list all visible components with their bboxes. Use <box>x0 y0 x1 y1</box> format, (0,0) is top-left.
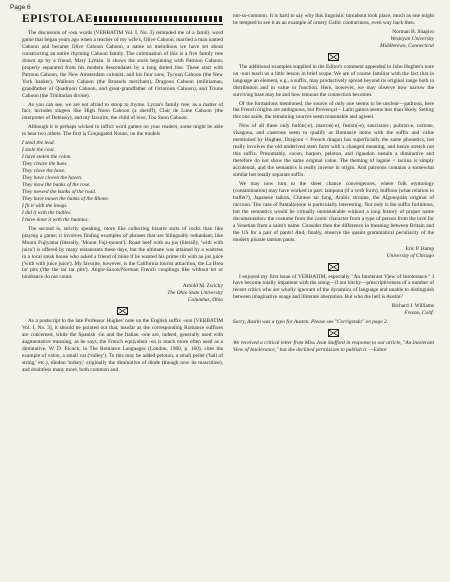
section-heading <box>22 13 223 26</box>
letter-shapiro-paragraph-1: As a postscript to the late Professor Hughes' note on the English suffix -oon [VERBATIM Vol. I, No. 3], it should be pointed out that, insofar as the corresponding Romance suffixes are concerned, while the Spanish -ón and the Italian -one are, indeed, generally used with augmentative meaning, as he says, the French equivalent -on is much more often used as a diminutive. W. D. Elcock, in The Romance Languages (London, 1960, p. 160), cites the example of valon, a small vat ('valley'). To this may be added peloton, a small pellet ('ball of string,' etc.), dindon 'turkey,' originally the diminutive of dinde (though now its masculine), and doubtless many more, both common and <box>22 318 223 373</box>
signature-name: Arnold M. Zwicky <box>182 283 223 290</box>
verse-line: They cleave the hues. <box>22 161 68 168</box>
signature-affiliation: University of Chicago <box>386 252 434 259</box>
verse-line: I have stolen the colon. <box>22 154 72 161</box>
envelope-icon <box>328 329 339 337</box>
letter-zwicky-paragraph-2: As you can see, we are not afraid to stoop to rhyme. Lycan's family tree, as a matter of fact, includes singers like High Noon Cahoon (a sheriff), Clair de Lune Cahoon (the interpreter of Debussy), and my favorite, the child of love, Too Soon Cahoon. <box>22 101 223 122</box>
verse-line: They mewed the banks of the road. <box>22 188 97 195</box>
letter-hamp-paragraph-1: The additional examples supplied in the Editor's comment appended to John Hughes's note on -oon teach us a little lesson in brief scope. We are of course familiar with the fact that in language an element, e.g., a suffix, may productively spread beyond its original range both in distribution and in value or function. Here, however, we may observe how narrow the surviving base may be and how tenuous the connection becomes. <box>233 63 434 98</box>
verse-line: I did it with the bidlles. <box>22 209 72 216</box>
editor-note-correction: Sorry, Austin was a typo for Austen. Please see "Corrigenda" on page 2. <box>233 319 388 326</box>
envelope-icon <box>117 307 128 315</box>
left-column <box>22 30 223 376</box>
letter-zwicky-paragraph-4: The second is, strictly speaking, more like collecting bizarre sorts of rocks than like playing a game; it involves finding examples of phrases that are bilingually redundant, like Mount Fujiyama (literally, 'Mount Fuji-mount'). Roast beef with au jus (literally, 'with with juice') is offered by many restaurants these days, but the ultimate was attained by a waitress in a local steak house who asked a friend of mine if he wanted his prime rib with au jus juice ('with with juice juice'). My favorite, however, is the California tourist attraction, the La Brea tar pits ('the the tar tar pits'). Anglo-Saxon/Norman French couplings like without let or hindrance do not count. <box>22 225 223 281</box>
envelope-icon <box>328 263 339 271</box>
verse-line: They have cloven the haven. <box>22 175 83 182</box>
section-title: EPISTOLAE <box>22 13 94 25</box>
letter-hamp-paragraph-3: Now of all these only bufon(-e), marron(-e), feston(-e), saucisson-, poltron-e, cartone, visagona, and caserone seem to qualify as Romance items with the suffix and value mentioned by Hughes. Dragoon < French dragon has superficially the same phonetics, but really involves the old underived stem form with a changed meaning, and hence stretch not this suffix. Presumably, cocon, harpon, peloton, and rigaudon sustain a diminutive and therefore do not show the same original value. The theming of lagune < lacūna is simply accidental, and the semantics is really inverse in origin. And patroons contains a somewhat similar but totally separate suffix. <box>233 123 434 179</box>
signature-shapiro <box>233 29 434 50</box>
right-column <box>233 13 434 356</box>
verse-line: They have mown the banks of the Rhone. <box>22 195 110 202</box>
letter-zwicky-paragraph-1: The discussion of -osn words (VERBATIM Vol. I, No. 3) reminded me of a family word game that began years ago when a teacher of my wife's, Olive Cahoon, married a man named Cahoon and became Olive Cahoon Cahoon, a name so melodious we have set about constructing an entire rhyming Cahoon family. The culmination of this is a five family tree drawn up by a friend, Mary Lyman. It shows the stork beginning with Patroon Cahoon, properly separated from his modern descendants by a long dotted line. These start with Patroon Cahoon, the New Amsterdam colonist, and his four sons, Tycoon Cahoon (the New York banker), Walloon Cahoon (the Brussels merchant), Dragoon Cahoon (militiaman, grandfather of Quadroon Cahoon, and great-grandfather of Octoroon Cahoon), and Triune Cahoon (the Trinitarian divine). <box>22 30 223 99</box>
verse-line: I steal the lead. <box>22 140 55 147</box>
letter-shapiro-paragraph-2: not-so-common. It is hard to say why this linguistic turnabout took place, much as one might be tempted to see it as an example of ornery Gallic contrariness, even way back then. <box>233 13 434 26</box>
signature-location: Columbus, Ohio <box>187 297 223 304</box>
verse-line: I fit it with the lmogs. <box>22 202 68 209</box>
letter-hamp-paragraph-2: Of the formations mentioned, the source of only one seems to be unclear—gadroon, here the French origins are ambiguous, but Provençal ~ Latin gatura seems less than likely. Setting this one aside, the remaining sources seem reasonable and agreed. <box>233 100 434 121</box>
editor-note-stafford: We received a critical letter from Miss Jean Stafford in response to our article, "An Intolerant View of Intolerance," but she declined permission to publish it. —Editor <box>233 340 434 354</box>
signature-location: Fresno, Calif. <box>404 310 434 317</box>
signature-zwicky <box>22 283 223 304</box>
letter-zwicky-paragraph-3: Although it is perhaps wicked to inflict word games on your readers, some might be able to hear two others. The first is Conjugated Nouns, on the models <box>22 124 223 138</box>
signature-affiliation: Wesleyan University <box>390 35 434 42</box>
envelope-icon <box>328 53 339 61</box>
verse-line: They mow the banks of the rose. <box>22 182 91 189</box>
verse-line: They clove the hose. <box>22 168 66 175</box>
letter-williams-paragraph-1: I enjoyed my first issue of VERBATIM, especially "An Intolerant View of Intolerance." I have become totally impatient with the smug—if not bitchy—prescriptiveness of a number of recent critics who are wholly ignorant of the dynamics of language and unable to distinguish between imaginative usage and illiterate aberration. But who the hell is Austin? <box>233 273 434 301</box>
page-number: Page 6 <box>10 4 31 11</box>
letter-hamp-paragraph-4: We may now turn to the sheer chance convergences, where folk etymology (contamination) may have worked in part: lampona (if a verb form), buffoon (what relation to buffet?), Japanese taikun, Chinese tai fung, Arabic siroime, the Algonquian original of raccoon. The case of Pantal(e)one is particularly interesting. Not only is the suffix fortuitous, but the semantics would be virtually unmistakable without a long history of proper name documentation: the costume from the comic character from a type of person from the love for a Venetian from a saint's name. Consider then the difference in meaning between Britain and the US for a pair of pants! And, finally, observe the quaint grammatical peculiarity of the modern plurale tantum pants. <box>233 181 434 243</box>
conjugated-nouns-verse <box>22 140 223 223</box>
verse-line: I have done it with the bunnies. <box>22 216 89 223</box>
signature-name: Norman B. Shapiro <box>392 28 434 35</box>
signature-name: Richard J. Williams <box>391 303 434 310</box>
signature-location: Middletown, Connecticut <box>379 42 434 49</box>
signature-affiliation: The Ohio State University <box>167 290 223 297</box>
signature-name: Eric P. Hamp <box>405 245 434 252</box>
signature-williams <box>233 303 434 317</box>
title-rule <box>94 24 223 25</box>
signature-hamp <box>233 246 434 260</box>
title-ornament <box>94 16 223 22</box>
verse-line: I stole the coal. <box>22 147 55 154</box>
